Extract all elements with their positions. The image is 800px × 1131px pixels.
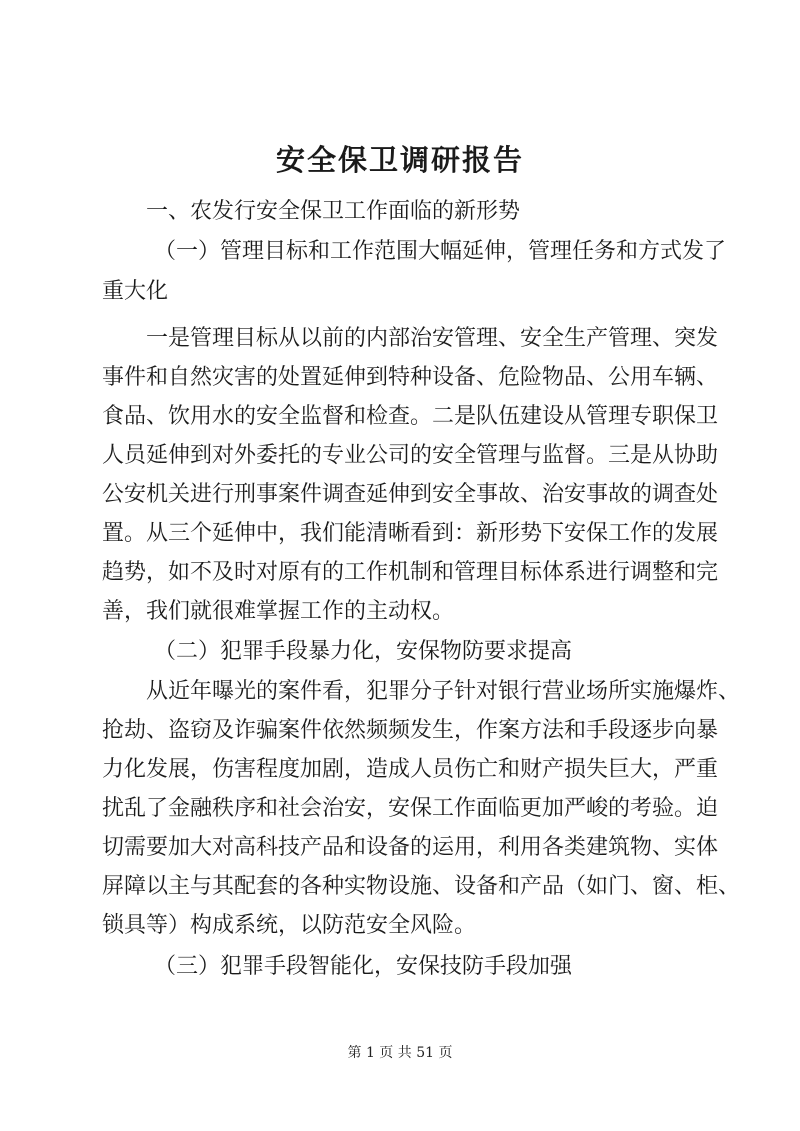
section-heading: 一、农发行安全保卫工作面临的新形势	[146, 199, 521, 224]
paragraph-line: 锁具等）构成系统，以防范安全风险。	[102, 913, 477, 938]
subsection-heading: （二）犯罪手段暴力化，安保物防要求提高	[154, 639, 573, 664]
paragraph-line: 力化发展，伤害程度加剧，造成人员伤亡和财产损失巨大，严重	[102, 757, 719, 782]
paragraph-line: 扰乱了金融秩序和社会治安，安保工作面临更加严峻的考验。迫	[102, 796, 719, 821]
paragraph-line: 善，我们就很难掌握工作的主动权。	[102, 599, 455, 624]
subsection-heading: （一）管理目标和工作范围大幅延伸，管理任务和方式发了	[154, 239, 727, 264]
paragraph-line: 公安机关进行刑事案件调查延伸到安全事故、治安事故的调查处	[102, 482, 719, 507]
paragraph-line: 一是管理目标从以前的内部治安管理、安全生产管理、突发	[146, 326, 719, 351]
paragraph-line: 抢劫、盗窃及诈骗案件依然频频发生，作案方法和手段逐步向暴	[102, 718, 719, 743]
paragraph-line: 屏障以主与其配套的各种实物设施、设备和产品（如门、窗、柜、	[102, 874, 741, 899]
paragraph-line: 置。从三个延伸中，我们能清晰看到：新形势下安保工作的发展	[102, 521, 719, 546]
paragraph-line: 人员延伸到对外委托的专业公司的安全管理与监督。三是从协助	[102, 443, 719, 468]
page-number-footer: 第 1 页 共 51 页	[347, 1045, 453, 1061]
paragraph-line: 切需要加大对高科技产品和设备的运用，利用各类建筑物、实体	[102, 835, 719, 860]
paragraph-line: 食品、饮用水的安全监督和检查。二是队伍建设从管理专职保卫	[102, 404, 719, 429]
subsection-heading-continued: 重大化	[102, 279, 169, 304]
paragraph-line: 趋势，如不及时对原有的工作机制和管理目标体系进行调整和完	[102, 560, 719, 585]
paragraph-line: 从近年曝光的案件看，犯罪分子针对银行营业场所实施爆炸、	[146, 679, 741, 704]
paragraph-line: 事件和自然灾害的处置延伸到特种设备、危险物品、公用车辆、	[102, 365, 719, 390]
subsection-heading: （三）犯罪手段智能化，安保技防手段加强	[154, 954, 573, 979]
document-title: 安全保卫调研报告	[275, 143, 524, 177]
